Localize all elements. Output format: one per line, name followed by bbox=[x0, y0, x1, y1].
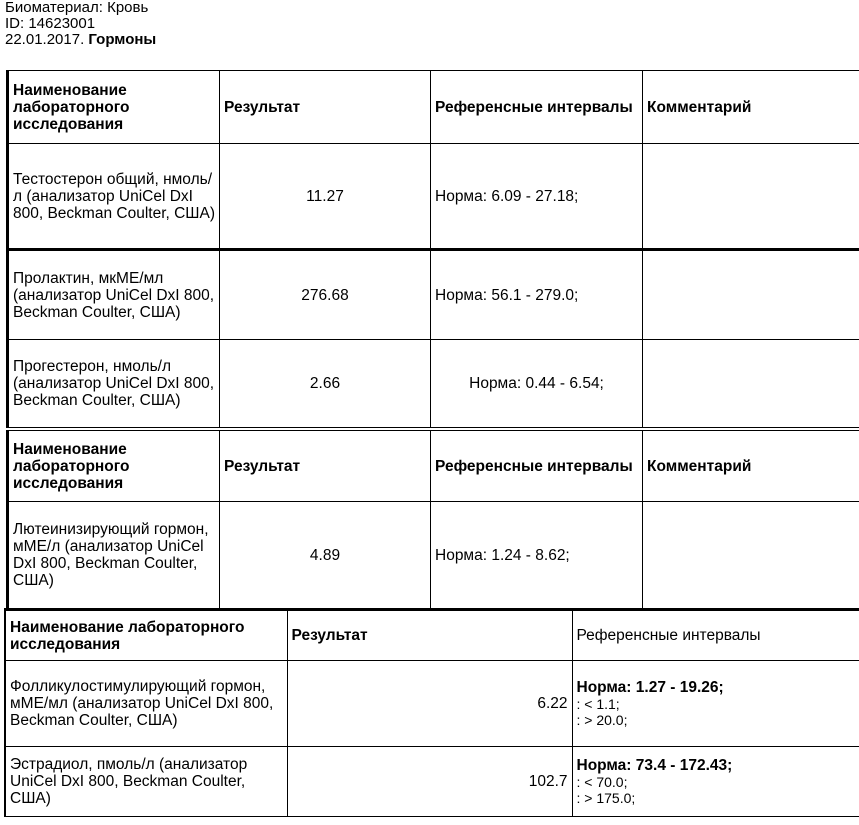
report-date: 22.01.2017. bbox=[5, 31, 85, 48]
test-reference: Норма: 56.1 - 279.0; bbox=[431, 250, 643, 340]
col-name-header: Наименование лабораторного исследования bbox=[5, 610, 287, 661]
results-table-3 bbox=[4, 608, 859, 817]
col-comment-header: Комментарий bbox=[643, 431, 859, 502]
reference-line: : > 20.0; bbox=[576, 712, 628, 728]
test-result: 276.68 bbox=[220, 250, 431, 340]
test-reference bbox=[572, 661, 859, 747]
results-table-1 bbox=[6, 70, 859, 428]
test-reference bbox=[572, 747, 859, 817]
col-result-header: Результат bbox=[220, 71, 431, 144]
col-name-header: Наименование лабораторного исследования bbox=[8, 71, 220, 144]
test-reference: Норма: 0.44 - 6.54; bbox=[431, 340, 643, 428]
table-header-row bbox=[5, 610, 859, 661]
col-result-header: Результат bbox=[220, 431, 431, 502]
col-reference-header: Референсные интервалы bbox=[572, 610, 859, 661]
table-header-row bbox=[8, 431, 859, 502]
table-row bbox=[8, 502, 859, 609]
table-row bbox=[8, 340, 859, 428]
col-reference-header: Референсные интервалы bbox=[431, 71, 643, 144]
col-reference-header: Референсные интервалы bbox=[431, 431, 643, 502]
table-row bbox=[5, 661, 859, 747]
table-header-row bbox=[8, 71, 859, 144]
test-comment bbox=[643, 250, 859, 340]
test-name: Тестостерон общий, нмоль/л (анализатор UniCel DxI 800, Beckman Coulter, США) bbox=[8, 144, 220, 250]
test-result: 102.7 bbox=[287, 747, 572, 817]
reference-line: : < 1.1; bbox=[576, 696, 620, 712]
test-name: Фолликулостимулирующий гормон, мМЕ/мл (анализатор UniCel DxI 800, Beckman Coulter, США) bbox=[5, 661, 287, 747]
test-comment bbox=[643, 340, 859, 428]
biomaterial-line: Биоматериал: Кровь bbox=[5, 0, 149, 16]
test-comment bbox=[643, 144, 859, 250]
test-result: 6.22 bbox=[287, 661, 572, 747]
test-result: 4.89 bbox=[220, 502, 431, 609]
table-row bbox=[8, 250, 859, 340]
test-result: 11.27 bbox=[220, 144, 431, 250]
reference-main: Норма: 1.27 - 19.26; bbox=[576, 679, 724, 696]
test-reference: Норма: 1.24 - 8.62; bbox=[431, 502, 643, 609]
test-name: Прогестерон, нмоль/л (анализатор UniCel DxI 800, Beckman Coulter, США) bbox=[8, 340, 220, 428]
reference-line: : < 70.0; bbox=[576, 774, 628, 790]
report-header bbox=[5, 0, 156, 48]
col-comment-header: Комментарий bbox=[643, 71, 859, 144]
test-comment bbox=[643, 502, 859, 609]
table-row bbox=[5, 747, 859, 817]
test-name: Лютеинизирующий гормон, мМЕ/л (анализатор UniCel DxI 800, Beckman Coulter, США) bbox=[8, 502, 220, 609]
test-result: 2.66 bbox=[220, 340, 431, 428]
col-result-header: Результат bbox=[287, 610, 572, 661]
table-row bbox=[8, 144, 859, 250]
test-name: Эстрадиол, пмоль/л (анализатор UniCel DxI 800, Beckman Coulter, США) bbox=[5, 747, 287, 817]
test-name: Пролактин, мкМЕ/мл (анализатор UniCel DxI 800, Beckman Coulter, США) bbox=[8, 250, 220, 340]
reference-main: Норма: 73.4 - 172.43; bbox=[576, 757, 733, 774]
reference-line: : > 175.0; bbox=[576, 790, 636, 806]
col-name-header: Наименование лабораторного исследования bbox=[8, 431, 220, 502]
results-table-2 bbox=[6, 430, 859, 609]
date-section-line bbox=[5, 32, 156, 48]
test-reference: Норма: 6.09 - 27.18; bbox=[431, 144, 643, 250]
section-title: Гормоны bbox=[88, 31, 157, 48]
id-line: ID: 14623001 bbox=[5, 15, 96, 32]
